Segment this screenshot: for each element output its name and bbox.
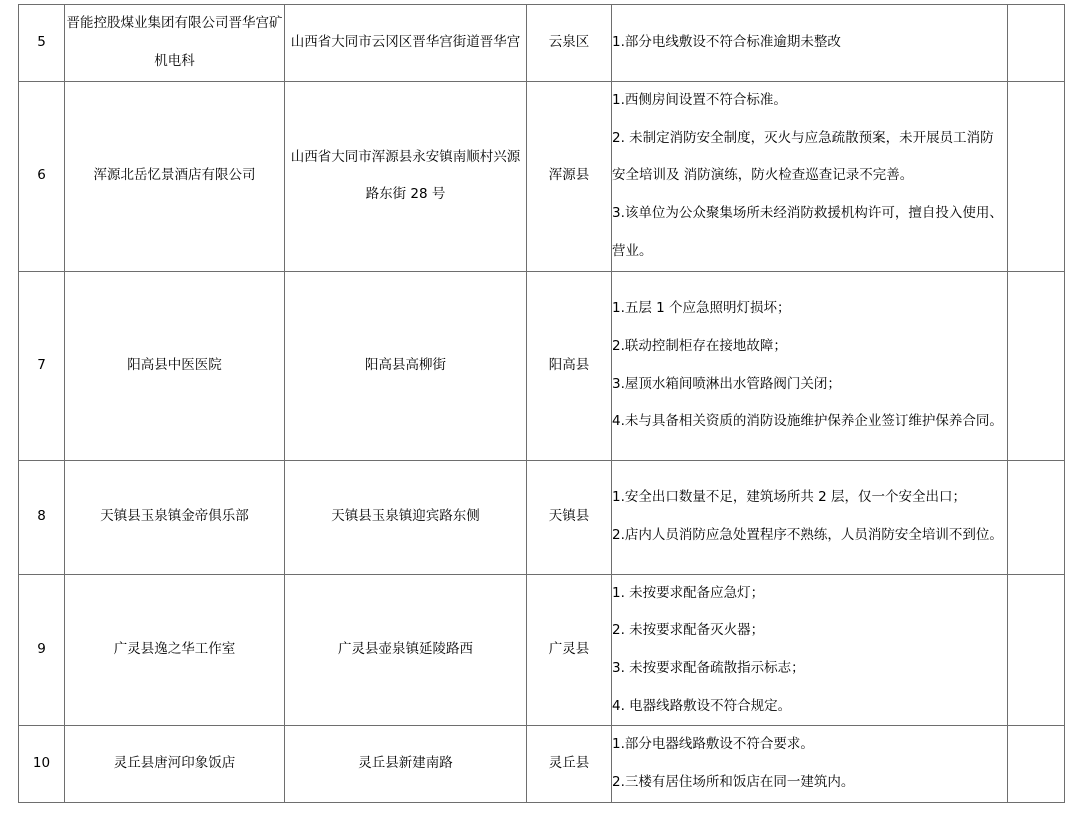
issues-cell	[612, 271, 1008, 460]
issues-cell	[612, 460, 1008, 574]
issue-item: 2. 未制定消防安全制度，灭火与应急疏散预案，未开展员工消防安全培训及 消防演练，防火检查巡查记录不完善。	[612, 129, 994, 184]
issue-item: 1.安全出口数量不足，建筑场所共 2 层，仅一个安全出口；	[612, 489, 967, 506]
table-row	[19, 5, 1065, 82]
table-row	[19, 82, 1065, 272]
district: 阳高县	[527, 271, 612, 460]
unit-name: 广灵县逸之华工作室	[65, 574, 285, 726]
unit-name: 晋能控股煤业集团有限公司晋华宫矿机电科	[65, 5, 285, 82]
unit-name: 灵丘县唐河印象饭店	[65, 726, 285, 802]
unit-address: 灵丘县新建南路	[285, 726, 527, 802]
row-number: 8	[19, 460, 65, 574]
inspection-table	[18, 4, 1065, 803]
remarks-cell	[1008, 726, 1065, 802]
issues-cell	[612, 726, 1008, 802]
district: 天镇县	[527, 460, 612, 574]
district: 云泉区	[527, 5, 612, 82]
issues-cell	[612, 82, 1008, 272]
remarks-cell	[1008, 82, 1065, 272]
issue-item: 3. 未按要求配备疏散指示标志；	[612, 659, 805, 676]
issue-item: 3.该单位为公众聚集场所未经消防救援机构许可，擅自投入使用、 营业。	[612, 205, 1003, 259]
row-number: 6	[19, 82, 65, 272]
issue-item: 2.店内人员消防应急处置程序不熟练，人员消防安全培训不到位。	[612, 527, 1003, 544]
issue-item: 4.未与具备相关资质的消防设施维护保养企业签订维护保养合同。	[612, 413, 1003, 430]
remarks-cell	[1008, 271, 1065, 460]
issue-item: 2. 未按要求配备灭火器；	[612, 622, 765, 639]
table-row	[19, 726, 1065, 802]
unit-name: 天镇县玉泉镇金帝俱乐部	[65, 460, 285, 574]
issues-cell	[612, 574, 1008, 726]
row-number: 7	[19, 271, 65, 460]
issues-cell	[612, 5, 1008, 82]
issue-item: 1.部分电器线路敷设不符合要求。	[612, 736, 814, 753]
unit-address: 广灵县壶泉镇延陵路西	[285, 574, 527, 726]
unit-name: 阳高县中医医院	[65, 271, 285, 460]
issue-item: 1.部分电线敷设不符合标准逾期未整改	[612, 34, 841, 51]
remarks-cell	[1008, 574, 1065, 726]
issue-item: 1. 未按要求配备应急灯；	[612, 584, 765, 601]
issue-item: 4. 电器线路敷设不符合规定。	[612, 697, 792, 714]
issue-item: 3.屋顶水箱间喷淋出水管路阀门关闭；	[612, 375, 841, 392]
remarks-cell	[1008, 5, 1065, 82]
remarks-cell	[1008, 460, 1065, 574]
district: 浑源县	[527, 82, 612, 272]
district: 灵丘县	[527, 726, 612, 802]
unit-address: 阳高县高柳街	[285, 271, 527, 460]
district: 广灵县	[527, 574, 612, 726]
issue-item: 1.西侧房间设置不符合标准。	[612, 92, 787, 108]
unit-address: 山西省大同市浑源县永安镇南顺村兴源路东街 28 号	[285, 82, 527, 272]
table-row	[19, 574, 1065, 726]
unit-address: 山西省大同市云冈区晋华宫街道晋华宫	[285, 5, 527, 82]
issue-item: 2.联动控制柜存在接地故障；	[612, 337, 787, 354]
row-number: 10	[19, 726, 65, 802]
unit-name: 浑源北岳忆景酒店有限公司	[65, 82, 285, 272]
issue-item: 1.五层 1 个应急照明灯损坏；	[612, 300, 791, 317]
row-number: 5	[19, 5, 65, 82]
row-number: 9	[19, 574, 65, 726]
unit-address: 天镇县玉泉镇迎宾路东侧	[285, 460, 527, 574]
table-row	[19, 460, 1065, 574]
issue-item: 2.三楼有居住场所和饭店在同一建筑内。	[612, 774, 855, 791]
table-row	[19, 271, 1065, 460]
